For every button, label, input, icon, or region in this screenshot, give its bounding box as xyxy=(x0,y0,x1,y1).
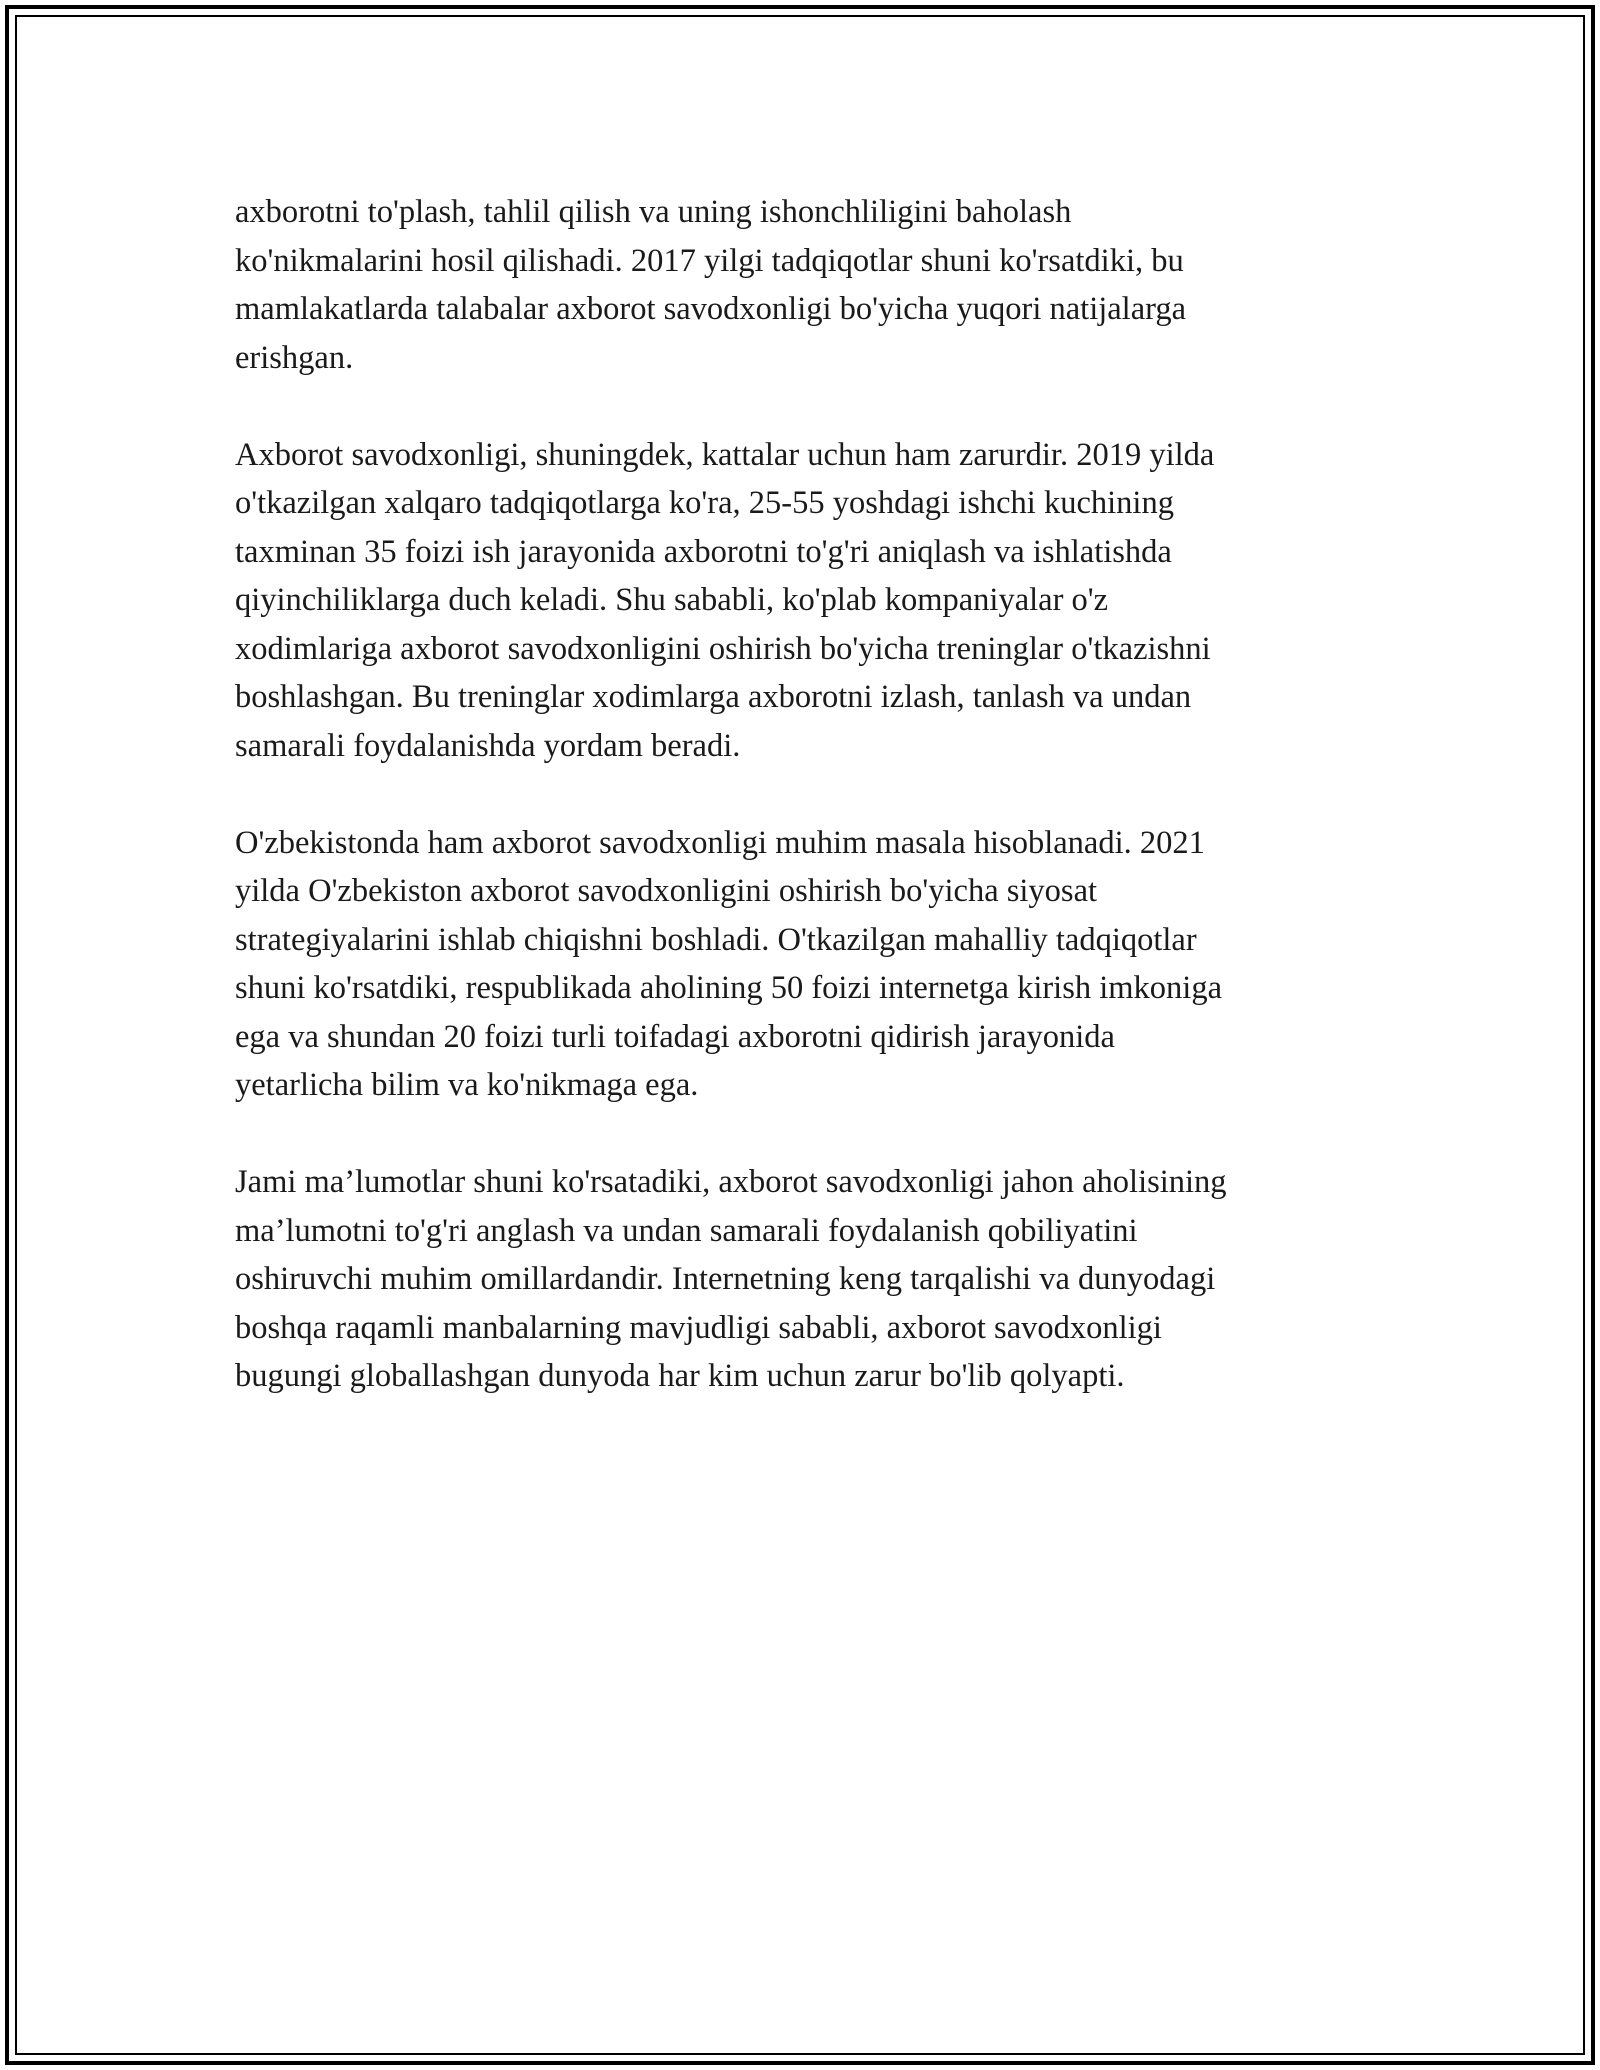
text-line: erishgan. xyxy=(235,339,354,376)
document-body xyxy=(235,188,1370,1449)
text-line: O'zbekistonda ham axborot savodxonligi muhim masala hisoblanadi. 2021 xyxy=(235,824,1205,861)
text-line: strategiyalarini ishlab chiqishni boshladi. O'tkazilgan mahalliy tadqiqotlar xyxy=(235,921,1197,958)
paragraph-1 xyxy=(235,188,1370,382)
text-line: yetarlicha bilim va ko'nikmaga ega. xyxy=(235,1067,699,1103)
paragraph-3 xyxy=(235,819,1370,1110)
text-line: ma’lumotni to'g'ri anglash va undan samarali foydalanish qobiliyatini xyxy=(235,1212,1138,1249)
text-line: axborotni to'plash, tahlil qilish va uning ishonchliligini baholash xyxy=(235,194,1072,230)
text-line: ko'nikmalarini hosil qilishadi. 2017 yilgi tadqiqotlar shuni ko'rsatdiki, bu xyxy=(235,242,1184,279)
text-line: mamlakatlarda talabalar axborot savodxonligi bo'yicha yuqori natijalarga xyxy=(235,291,1187,327)
text-line: boshqa raqamli manbalarning mavjudligi sababli, axborot savodxonligi xyxy=(235,1309,1162,1346)
paragraph-4 xyxy=(235,1158,1370,1401)
text-line: Axborot savodxonligi, shuningdek, kattalar uchun ham zarurdir. 2019 yilda xyxy=(235,436,1215,473)
text-line: oshiruvchi muhim omillardandir. Internetning keng tarqalishi va dunyodagi xyxy=(235,1261,1216,1297)
text-line: boshlashgan. Bu treninglar xodimlarga axborotni izlash, tanlash va undan xyxy=(235,679,1192,715)
text-line: shuni ko'rsatdiki, respublikada aholining 50 foizi internetga kirish imkoniga xyxy=(235,970,1222,1006)
text-line: o'tkazilgan xalqaro tadqiqotlarga ko'ra, 25-55 yoshdagi ishchi kuchining xyxy=(235,485,1174,521)
text-line: xodimlariga axborot savodxonligini oshirish bo'yicha treninglar o'tkazishni xyxy=(235,630,1211,667)
text-line: ega va shundan 20 foizi turli toifadagi axborotni qidirish jarayonida xyxy=(235,1018,1115,1055)
text-line: Jami ma’lumotlar shuni ko'rsatadiki, axborot savodxonligi jahon aholisining xyxy=(235,1164,1227,1200)
text-line: taxminan 35 foizi ish jarayonida axborotni to'g'ri aniqlash va ishlatishda xyxy=(235,533,1172,570)
text-line: qiyinchiliklarga duch keladi. Shu sababli, ko'plab kompaniyalar o'z xyxy=(235,582,1109,618)
text-line: yilda O'zbekiston axborot savodxonligini oshirish bo'yicha siyosat xyxy=(235,873,1098,909)
text-line: samarali foydalanishda yordam beradi. xyxy=(235,727,741,764)
paragraph-2 xyxy=(235,431,1370,771)
text-line: bugungi globallashgan dunyoda har kim uchun zarur bo'lib qolyapti. xyxy=(235,1358,1125,1394)
